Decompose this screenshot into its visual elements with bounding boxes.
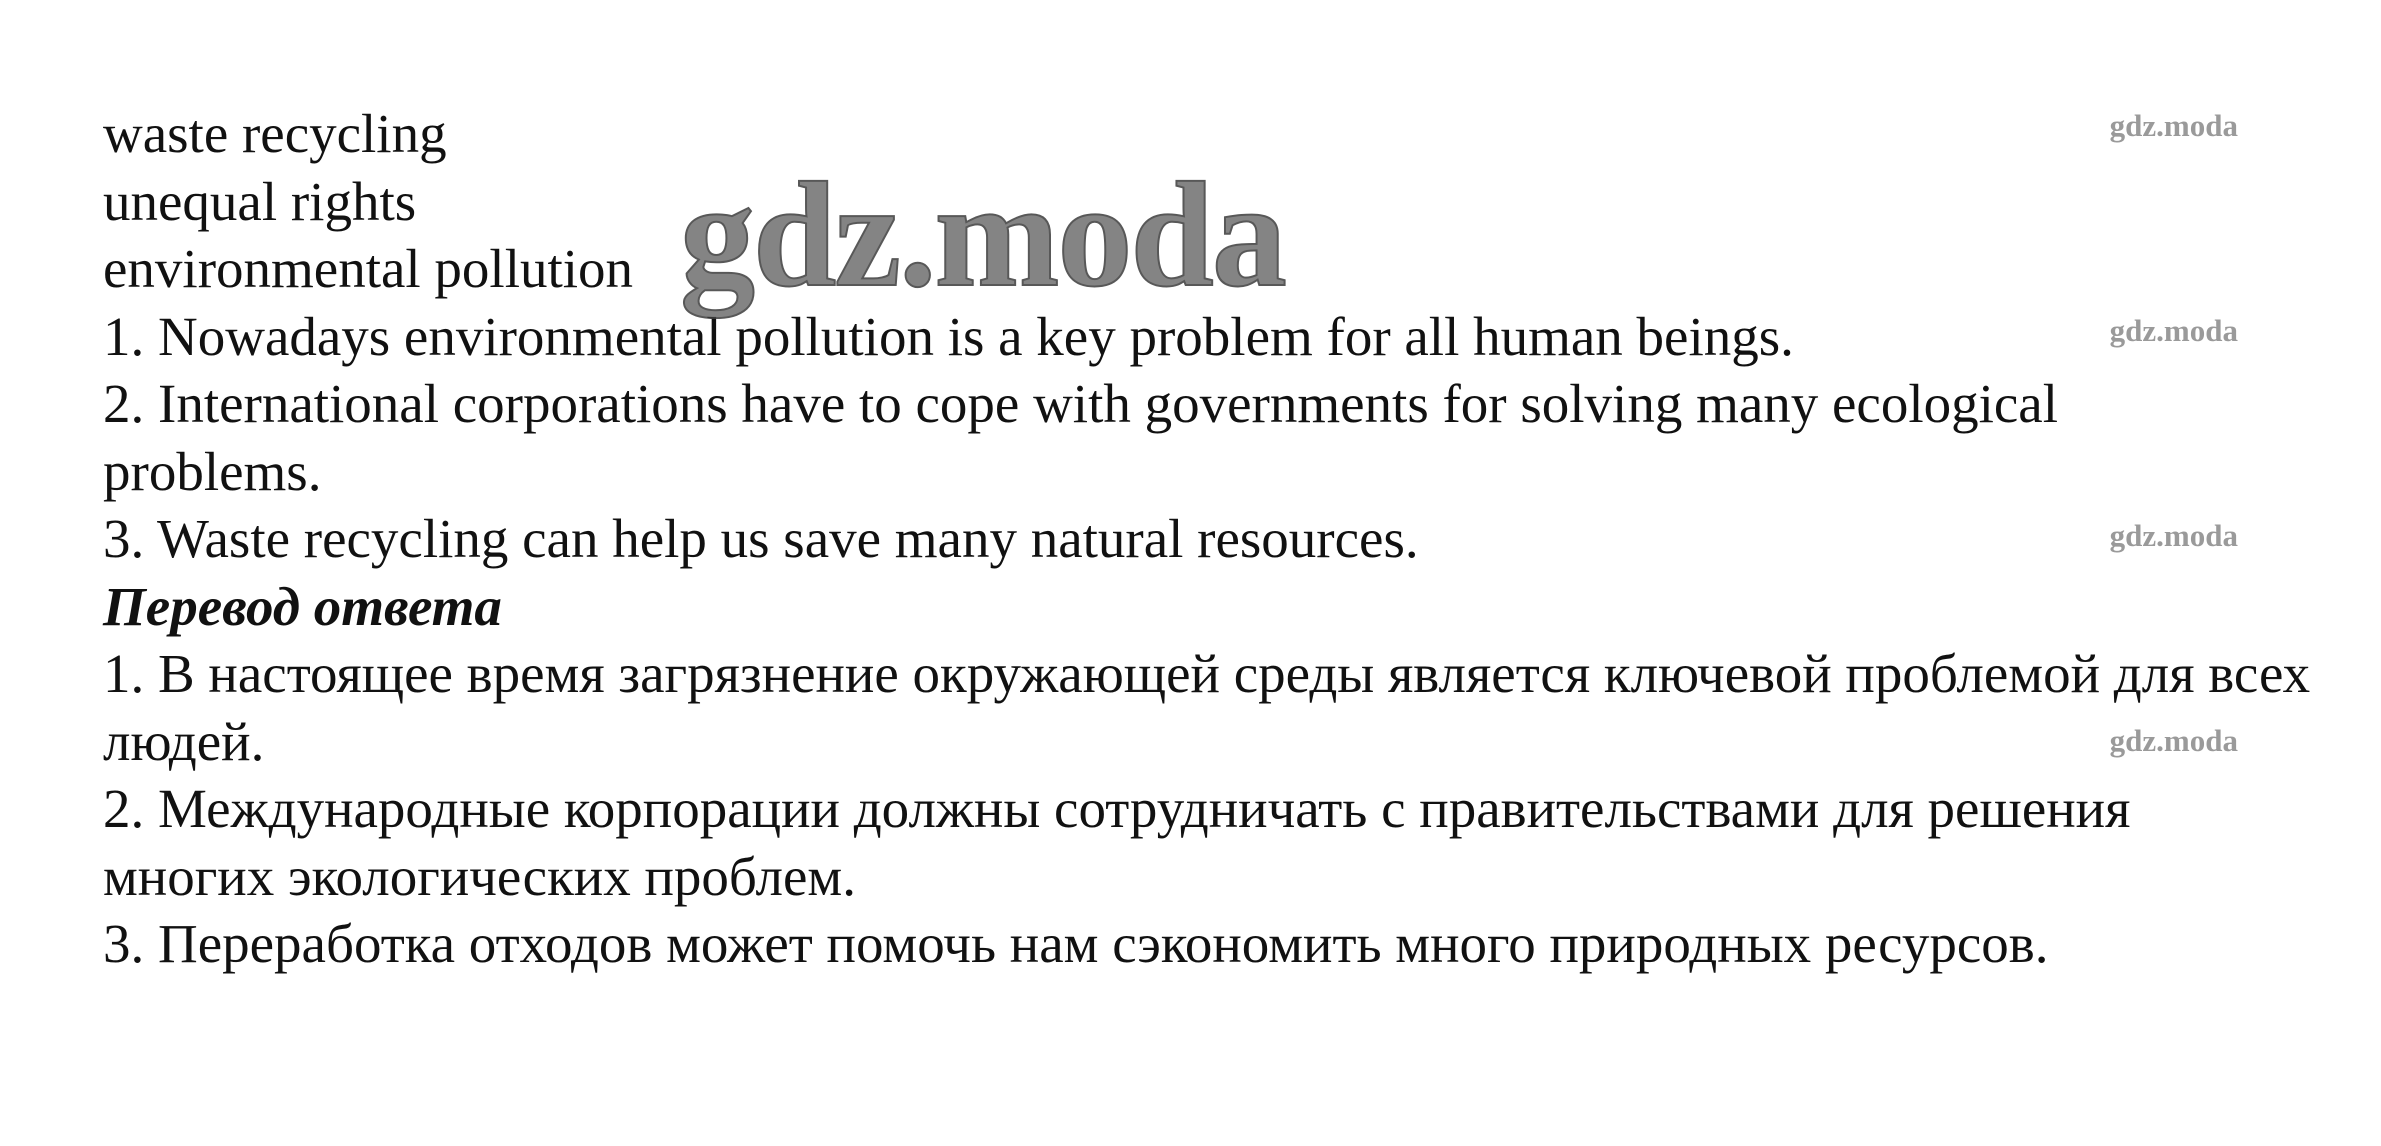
watermark-small: gdz.moda bbox=[2109, 518, 2238, 553]
english-sentence: 2. International corporations have to cope with governments for solving many ecological problems. bbox=[103, 373, 2058, 502]
translation-heading: Перевод ответа bbox=[103, 575, 502, 637]
english-sentence: 3. Waste recycling can help us save many natural resources. bbox=[103, 508, 1419, 569]
phrase-line: unequal rights bbox=[103, 170, 417, 232]
russian-sentence: 1. В настоящее время загрязнение окружающей среды является ключевой проблемой для всех людей. bbox=[103, 643, 2311, 772]
phrase-line: waste recycling bbox=[103, 103, 447, 164]
watermark-small: gdz.moda bbox=[2109, 108, 2238, 143]
english-sentence: 1. Nowadays environmental pollution is a key problem for all human beings. bbox=[103, 305, 1794, 367]
russian-sentence: 3. Переработка отходов может помочь нам сэкономить много природных ресурсов. bbox=[103, 913, 2049, 974]
watermark-small: gdz.moda bbox=[2109, 313, 2238, 348]
phrase-line: environmental pollution bbox=[103, 238, 634, 299]
watermark-small: gdz.moda bbox=[2109, 723, 2238, 758]
russian-sentence: 2. Международные корпорации должны сотрудничать с правительствами для решения многих экологических проблем. bbox=[103, 778, 2131, 907]
watermark-logo-large: gdz.moda bbox=[680, 152, 1285, 318]
